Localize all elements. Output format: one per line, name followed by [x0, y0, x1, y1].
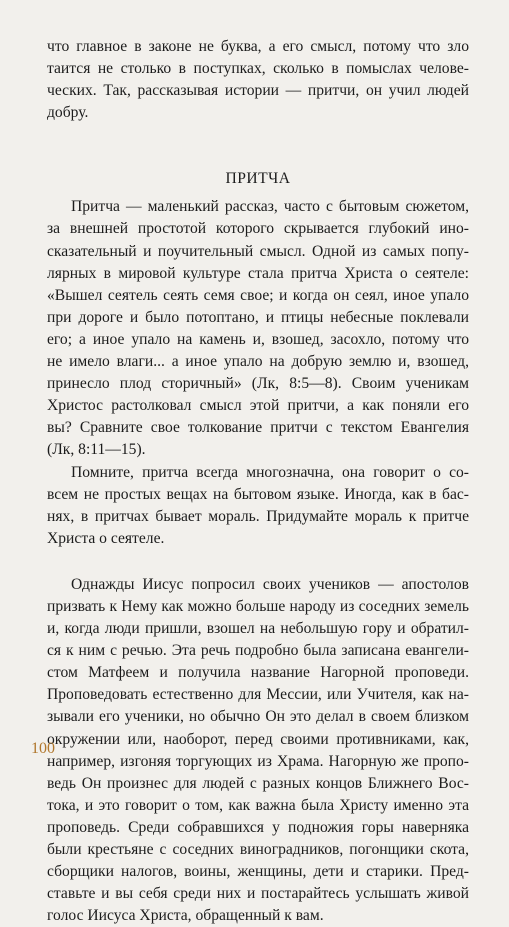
text-line: добру.: [47, 104, 89, 122]
text-line: ся к ним с речью. Эта речь подробно была записана евангели-: [47, 642, 469, 660]
text-line: ставьте и вы себя среди них и постарайтесь услышать живой: [47, 885, 469, 903]
text-line: проповедь. Среди собравшихся у подножия горы наверняка: [47, 818, 469, 836]
text-line: ческих. Так, рассказывая истории — притчи, он учил людей: [47, 82, 469, 100]
text-line: голос Иисуса Христа, обращенный к вам.: [47, 907, 324, 925]
text-line: зывали его ученики, но обычно Он это делал в своем близком: [47, 708, 469, 726]
text-line: окружении или, наоборот, перед своими противниками, как,: [47, 730, 469, 748]
text-line: Проповедовать естественно для Мессии, или Учителя, как на-: [47, 686, 469, 704]
text-line: всем не простых вещах на бытовом языке. Иногда, как в бас-: [47, 485, 469, 503]
paragraph-spacer: [47, 550, 469, 574]
text-line: «Вышел сеятель сеять семя свое; и когда он сеял, иное упало: [47, 286, 469, 304]
text-line: Христос растолковал смысл этой притчи, а как поняли его: [47, 397, 469, 415]
text-line: были крестьяне с соседних виноградников, погонщики скота,: [47, 841, 469, 858]
sermon-paragraph: [47, 574, 469, 927]
parable-paragraph: [47, 196, 469, 461]
text-line: сказательный и поучительный смысл. Одной из самых попу-: [47, 242, 469, 260]
text-line: Притча — маленький рассказ, часто с бытовым сюжетом,: [71, 198, 469, 216]
text-line: что главное в законе не буква, а его смысл, потому что зло: [47, 38, 469, 55]
text-line: вы? Сравните свое толкование притчи с текстом Евангелия: [47, 419, 469, 437]
text-line: за внешней простотой которого скрывается глубокий ино-: [47, 220, 469, 238]
text-line: Помните, притча всегда многозначна, она говорит о со-: [71, 463, 469, 481]
text-line: ведь Он произнес для людей с разных концов Ближнего Вос-: [47, 774, 469, 792]
text-line: например, изгоняя торгующих из Храма. Нагорную же пропо-: [47, 752, 469, 770]
text-line: его; а иное упало на камень и, взошед, засохло, потому что: [47, 330, 469, 348]
intro-paragraph: [47, 36, 469, 124]
page-number: 100: [31, 740, 55, 757]
text-line: принесло плод сторичный» (Лк, 8:5—8). Своим ученикам: [47, 375, 469, 393]
text-line: при дороге и было потоптано, и птицы небесные поклевали: [47, 308, 469, 326]
section-heading: ПРИТЧА: [225, 170, 291, 188]
text-line: таится не столько в поступках, сколько в помыслах челове-: [47, 60, 469, 78]
reminder-paragraph: [47, 462, 469, 550]
text-line: призвать к Нему как можно больше народу из соседних земель: [47, 597, 469, 615]
text-line: тока, и это говорит о том, как важна была Христу именно эта: [47, 796, 469, 814]
text-line: Однажды Иисус попросил своих учеников — апостолов: [71, 575, 469, 593]
text-line: сборщики налогов, воины, женщины, дети и старики. Пред-: [47, 863, 469, 881]
text-line: не имело влаги... а иное упало на добрую землю и, взошед,: [47, 353, 469, 371]
text-line: и, когда люди пришли, взошел на небольшую гору и обратил-: [47, 620, 469, 638]
text-line: нях, в притчах бывает мораль. Придумайте мораль к притче: [47, 507, 469, 525]
text-line: стом Матфеем и получила название Нагорной проповеди.: [47, 664, 469, 682]
text-line: Христа о сеятеле.: [47, 529, 165, 547]
text-line: лярных в мировой культуре стала притча Христа о сеятеле:: [47, 264, 469, 282]
text-line: (Лк, 8:11—15).: [47, 441, 146, 459]
